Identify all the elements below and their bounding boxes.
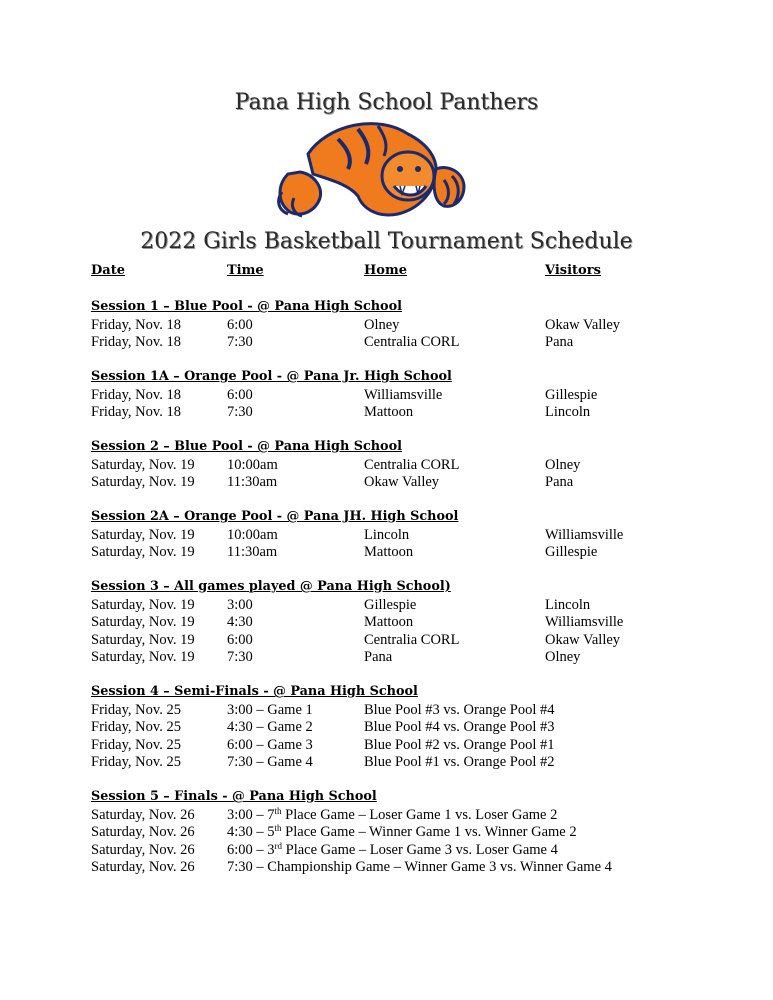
game-visitors: Williamsville: [545, 614, 624, 630]
session-heading: Session 5 – Finals - @ Pana High School: [91, 789, 377, 804]
game-description: [227, 841, 558, 859]
game-date: Saturday, Nov. 26: [91, 824, 195, 840]
game-time: 11:30am: [227, 544, 278, 560]
game-row: [0, 806, 773, 824]
game-date: Friday, Nov. 25: [91, 737, 181, 753]
game-row: [0, 613, 773, 631]
game-time: 3:00 – Game 1: [227, 702, 313, 718]
game-home: Mattoon: [364, 614, 414, 630]
game-description: [227, 806, 557, 824]
game-visitors: Olney: [545, 457, 581, 473]
game-home: Centralia CORL: [364, 457, 460, 473]
game-visitors: Lincoln: [545, 404, 591, 420]
game-matchup: Blue Pool #3 vs. Orange Pool #4: [364, 702, 555, 718]
game-matchup: Blue Pool #4 vs. Orange Pool #3: [364, 719, 555, 735]
game-row: [0, 596, 773, 614]
game-description: [227, 823, 577, 841]
session-heading: Session 2A – Orange Pool - @ Pana JH. High School: [91, 509, 459, 524]
game-home: Okaw Valley: [364, 474, 440, 490]
game-visitors: Pana: [545, 334, 574, 350]
game-visitors: Gillespie: [545, 387, 598, 403]
game-time: 11:30am: [227, 474, 278, 490]
game-home: Olney: [364, 317, 400, 333]
column-header-home: Home: [364, 263, 407, 278]
session-heading: Session 2 – Blue Pool - @ Pana High School: [91, 439, 402, 454]
game-time: 3:00 – 7: [227, 807, 275, 823]
column-header-visitors: Visitors: [545, 263, 601, 278]
game-home: Williamsville: [364, 387, 443, 403]
game-detail: Place Game – Loser Game 3 vs. Loser Game 4: [282, 842, 558, 858]
game-time: 6:00 – 3: [227, 842, 275, 858]
game-row: [0, 526, 773, 544]
game-time: 7:30: [227, 334, 253, 350]
game-date: Saturday, Nov. 19: [91, 527, 195, 543]
game-visitors: Okaw Valley: [545, 317, 621, 333]
game-date: Saturday, Nov. 26: [91, 842, 195, 858]
game-date: Saturday, Nov. 19: [91, 544, 195, 560]
game-time: 4:30 – Game 2: [227, 719, 313, 735]
game-description: 7:30 – Championship Game – Winner Game 3 vs. Winner Game 4: [227, 859, 612, 875]
column-header-time: Time: [227, 263, 264, 278]
panther-logo-icon: [268, 114, 468, 222]
game-row: [0, 753, 773, 771]
game-time: 4:30: [227, 614, 253, 630]
game-time: 3:00: [227, 597, 253, 613]
game-row: [0, 456, 773, 474]
session-heading: Session 3 – All games played @ Pana High School): [91, 579, 451, 594]
game-row: [0, 718, 773, 736]
game-row: [0, 403, 773, 421]
game-home: Mattoon: [364, 544, 414, 560]
game-time: 7:30: [227, 649, 253, 665]
game-date: Saturday, Nov. 19: [91, 597, 195, 613]
game-date: Saturday, Nov. 19: [91, 632, 195, 648]
game-row: [0, 823, 773, 841]
column-header-date: Date: [91, 263, 125, 278]
game-home: Centralia CORL: [364, 334, 460, 350]
session-heading: Session 1A – Orange Pool - @ Pana Jr. High School: [91, 369, 452, 384]
game-row: [0, 648, 773, 666]
game-home: Mattoon: [364, 404, 414, 420]
game-row: [0, 543, 773, 561]
ordinal-suffix: th: [274, 806, 282, 816]
game-date: Saturday, Nov. 19: [91, 457, 195, 473]
game-matchup: Blue Pool #1 vs. Orange Pool #2: [364, 754, 555, 770]
session-heading: Session 1 – Blue Pool - @ Pana High School: [91, 299, 402, 314]
game-time: 7:30: [227, 404, 253, 420]
game-date: Saturday, Nov. 19: [91, 474, 195, 490]
game-date: Saturday, Nov. 26: [91, 859, 195, 875]
game-date: Saturday, Nov. 19: [91, 649, 195, 665]
game-visitors: Pana: [545, 474, 574, 490]
game-date: Saturday, Nov. 19: [91, 614, 195, 630]
game-row: [0, 333, 773, 351]
game-visitors: Olney: [545, 649, 581, 665]
game-visitors: Lincoln: [545, 597, 591, 613]
game-detail: Place Game – Loser Game 1 vs. Loser Game 2: [281, 807, 558, 823]
game-home: Centralia CORL: [364, 632, 460, 648]
game-visitors: Okaw Valley: [545, 632, 621, 648]
game-matchup: Blue Pool #2 vs. Orange Pool #1: [364, 737, 555, 753]
game-date: Friday, Nov. 18: [91, 404, 181, 420]
game-time: 6:00: [227, 317, 253, 333]
game-home: Lincoln: [364, 527, 410, 543]
game-time: 7:30 – Game 4: [227, 754, 313, 770]
game-detail: Place Game – Winner Game 1 vs. Winner Game 2: [281, 824, 577, 840]
game-row: [0, 736, 773, 754]
ordinal-suffix: rd: [274, 841, 283, 851]
game-date: Friday, Nov. 25: [91, 719, 181, 735]
ordinal-suffix: th: [274, 823, 282, 833]
game-time: 10:00am: [227, 527, 278, 543]
game-home: Gillespie: [364, 597, 417, 613]
game-date: Friday, Nov. 25: [91, 754, 181, 770]
game-home: Pana: [364, 649, 393, 665]
game-date: Saturday, Nov. 26: [91, 807, 195, 823]
game-row: [0, 631, 773, 649]
game-time: 6:00: [227, 632, 253, 648]
game-row: [0, 701, 773, 719]
game-row: [0, 386, 773, 404]
game-time: 6:00: [227, 387, 253, 403]
game-date: Friday, Nov. 25: [91, 702, 181, 718]
game-time: 4:30 – 5: [227, 824, 275, 840]
game-date: Friday, Nov. 18: [91, 387, 181, 403]
game-time: 6:00 – Game 3: [227, 737, 313, 753]
game-row: [0, 841, 773, 859]
game-visitors: Williamsville: [545, 527, 624, 543]
game-row: [0, 858, 773, 876]
game-date: Friday, Nov. 18: [91, 317, 181, 333]
school-title: Pana High School Panthers: [234, 90, 539, 115]
game-visitors: Gillespie: [545, 544, 598, 560]
schedule-title: 2022 Girls Basketball Tournament Schedule: [140, 229, 633, 254]
session-heading: Session 4 – Semi-Finals - @ Pana High School: [91, 684, 418, 699]
game-row: [0, 316, 773, 334]
game-time: 10:00am: [227, 457, 278, 473]
column-headers: [0, 262, 773, 280]
game-row: [0, 473, 773, 491]
game-date: Friday, Nov. 18: [91, 334, 181, 350]
